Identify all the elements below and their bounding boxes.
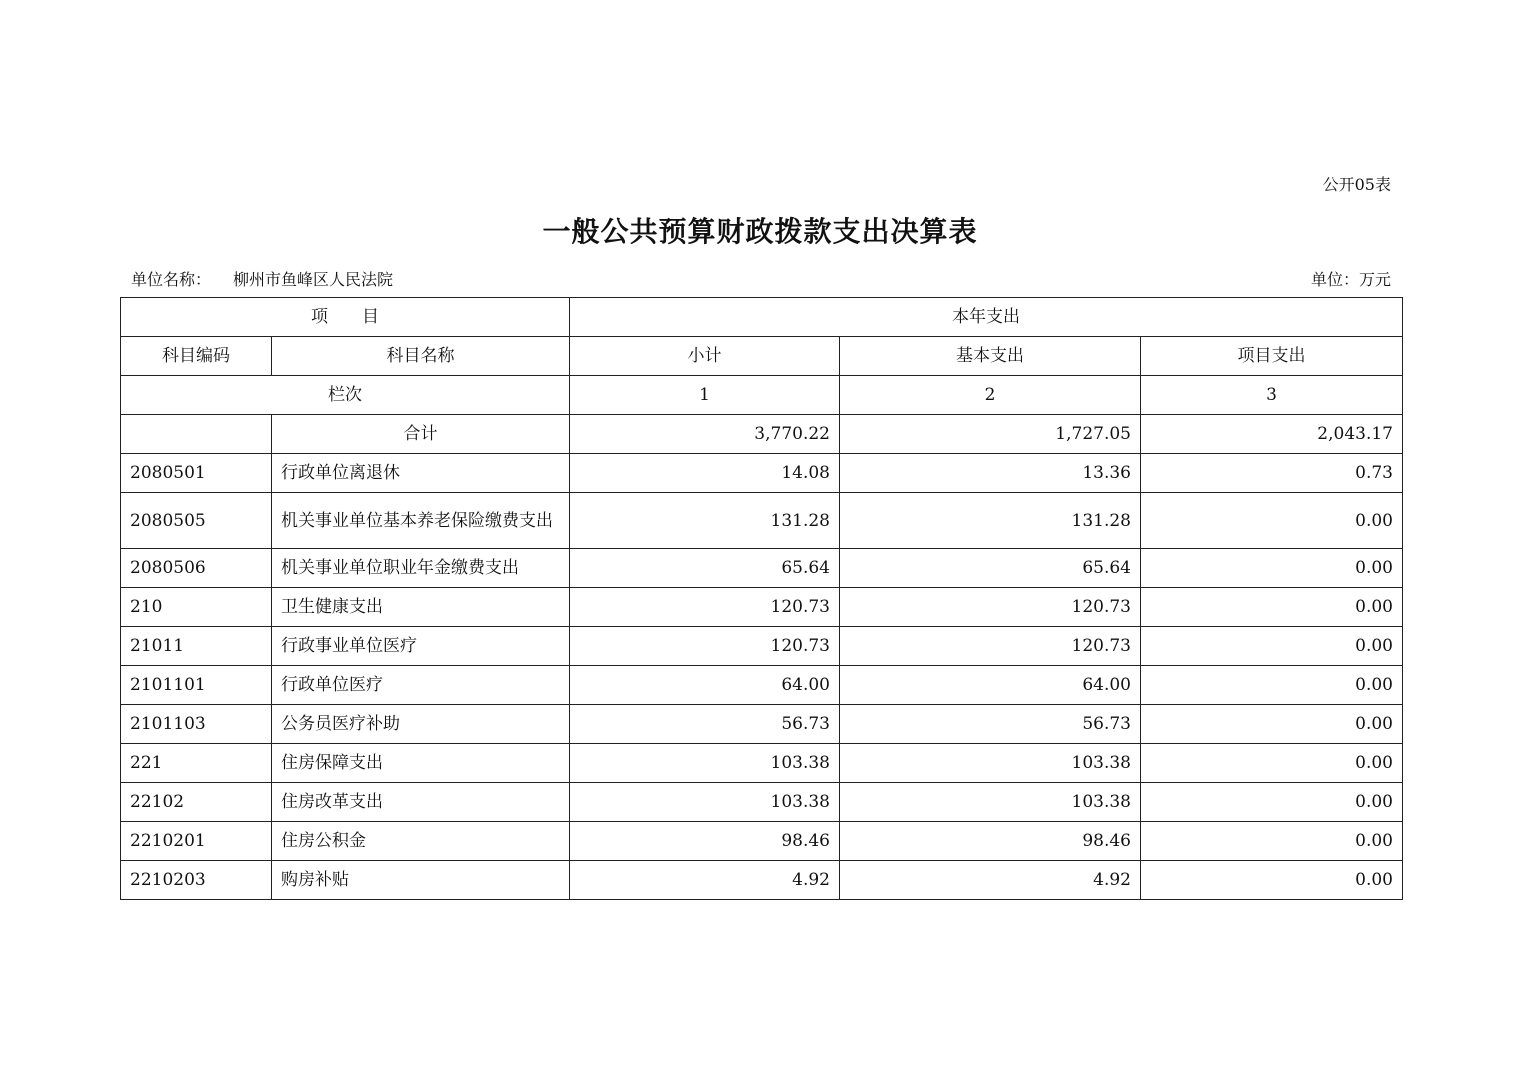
account-name-cell: 购房补贴 (272, 861, 570, 900)
project-expense-cell: 0.00 (1141, 822, 1403, 861)
header-project: 项目支出 (1141, 337, 1403, 376)
header-row-1 (121, 298, 1403, 337)
table-row (121, 783, 1403, 822)
basic-expense-cell: 120.73 (840, 627, 1141, 666)
basic-expense-cell: 56.73 (840, 705, 1141, 744)
total-basic: 1,727.05 (840, 415, 1141, 454)
account-name-cell: 机关事业单位职业年金缴费支出 (272, 549, 570, 588)
account-code-cell: 2080505 (121, 493, 272, 549)
basic-expense-cell: 120.73 (840, 588, 1141, 627)
account-name-cell: 机关事业单位基本养老保险缴费支出 (272, 493, 570, 549)
project-expense-cell: 0.00 (1141, 549, 1403, 588)
basic-expense-cell: 103.38 (840, 744, 1141, 783)
total-project: 2,043.17 (1141, 415, 1403, 454)
header-name: 科目名称 (272, 337, 570, 376)
table-row (121, 627, 1403, 666)
account-name-cell: 住房改革支出 (272, 783, 570, 822)
account-name-cell: 行政单位离退休 (272, 454, 570, 493)
total-label: 合计 (272, 415, 570, 454)
expenditure-table (120, 297, 1403, 900)
subtotal-cell: 14.08 (570, 454, 840, 493)
project-expense-cell: 0.00 (1141, 861, 1403, 900)
total-code-cell (121, 415, 272, 454)
header-row-3 (121, 376, 1403, 415)
unit-info-line (131, 267, 1391, 290)
table-row (121, 493, 1403, 549)
account-code-cell: 2101101 (121, 666, 272, 705)
currency-unit: 单位：万元 (1310, 270, 1391, 289)
account-code-cell: 210 (121, 588, 272, 627)
account-name-cell: 卫生健康支出 (272, 588, 570, 627)
subtotal-cell: 103.38 (570, 783, 840, 822)
header-subtotal: 小计 (570, 337, 840, 376)
account-code-cell: 2210203 (121, 861, 272, 900)
subtotal-cell: 120.73 (570, 627, 840, 666)
unit-name: 柳州市鱼峰区人民法院 (233, 270, 394, 289)
basic-expense-cell: 131.28 (840, 493, 1141, 549)
account-code-cell: 21011 (121, 627, 272, 666)
subtotal-cell: 56.73 (570, 705, 840, 744)
account-name-cell: 行政事业单位医疗 (272, 627, 570, 666)
table-row (121, 705, 1403, 744)
subtotal-cell: 65.64 (570, 549, 840, 588)
form-number: 公开05表 (1322, 175, 1391, 194)
page-title: 一般公共预算财政拨款支出决算表 (542, 215, 978, 248)
table-row (121, 588, 1403, 627)
subtotal-cell: 131.28 (570, 493, 840, 549)
account-code-cell: 2101103 (121, 705, 272, 744)
subtotal-cell: 120.73 (570, 588, 840, 627)
account-code-cell: 2080501 (121, 454, 272, 493)
project-expense-cell: 0.00 (1141, 666, 1403, 705)
project-expense-cell: 0.00 (1141, 493, 1403, 549)
account-name-cell: 行政单位医疗 (272, 666, 570, 705)
table-row (121, 666, 1403, 705)
project-expense-cell: 0.00 (1141, 627, 1403, 666)
account-name-cell: 公务员医疗补助 (272, 705, 570, 744)
header-current-year: 本年支出 (570, 298, 1403, 337)
header-code: 科目编码 (121, 337, 272, 376)
table-row (121, 822, 1403, 861)
subtotal-cell: 103.38 (570, 744, 840, 783)
table-row (121, 454, 1403, 493)
project-expense-cell: 0.00 (1141, 588, 1403, 627)
table-row (121, 861, 1403, 900)
project-expense-cell: 0.73 (1141, 454, 1403, 493)
basic-expense-cell: 65.64 (840, 549, 1141, 588)
total-subtotal: 3,770.22 (570, 415, 840, 454)
basic-expense-cell: 4.92 (840, 861, 1141, 900)
unit-name-group (131, 267, 415, 290)
subtotal-cell: 64.00 (570, 666, 840, 705)
header-row-2 (121, 337, 1403, 376)
project-expense-cell: 0.00 (1141, 744, 1403, 783)
subtotal-cell: 4.92 (570, 861, 840, 900)
basic-expense-cell: 98.46 (840, 822, 1141, 861)
account-name-cell: 住房保障支出 (272, 744, 570, 783)
unit-name-label: 单位名称： (131, 270, 212, 289)
header-item: 项 目 (121, 298, 570, 337)
account-name-cell: 住房公积金 (272, 822, 570, 861)
account-code-cell: 2080506 (121, 549, 272, 588)
project-expense-cell: 0.00 (1141, 705, 1403, 744)
subtotal-cell: 98.46 (570, 822, 840, 861)
basic-expense-cell: 103.38 (840, 783, 1141, 822)
table-row (121, 744, 1403, 783)
column-number-3: 3 (1141, 376, 1403, 415)
total-row (121, 415, 1403, 454)
column-number-2: 2 (840, 376, 1141, 415)
column-number-label: 栏次 (121, 376, 570, 415)
column-number-1: 1 (570, 376, 840, 415)
basic-expense-cell: 64.00 (840, 666, 1141, 705)
header-basic: 基本支出 (840, 337, 1141, 376)
project-expense-cell: 0.00 (1141, 783, 1403, 822)
account-code-cell: 22102 (121, 783, 272, 822)
table-row (121, 549, 1403, 588)
basic-expense-cell: 13.36 (840, 454, 1141, 493)
account-code-cell: 2210201 (121, 822, 272, 861)
account-code-cell: 221 (121, 744, 272, 783)
